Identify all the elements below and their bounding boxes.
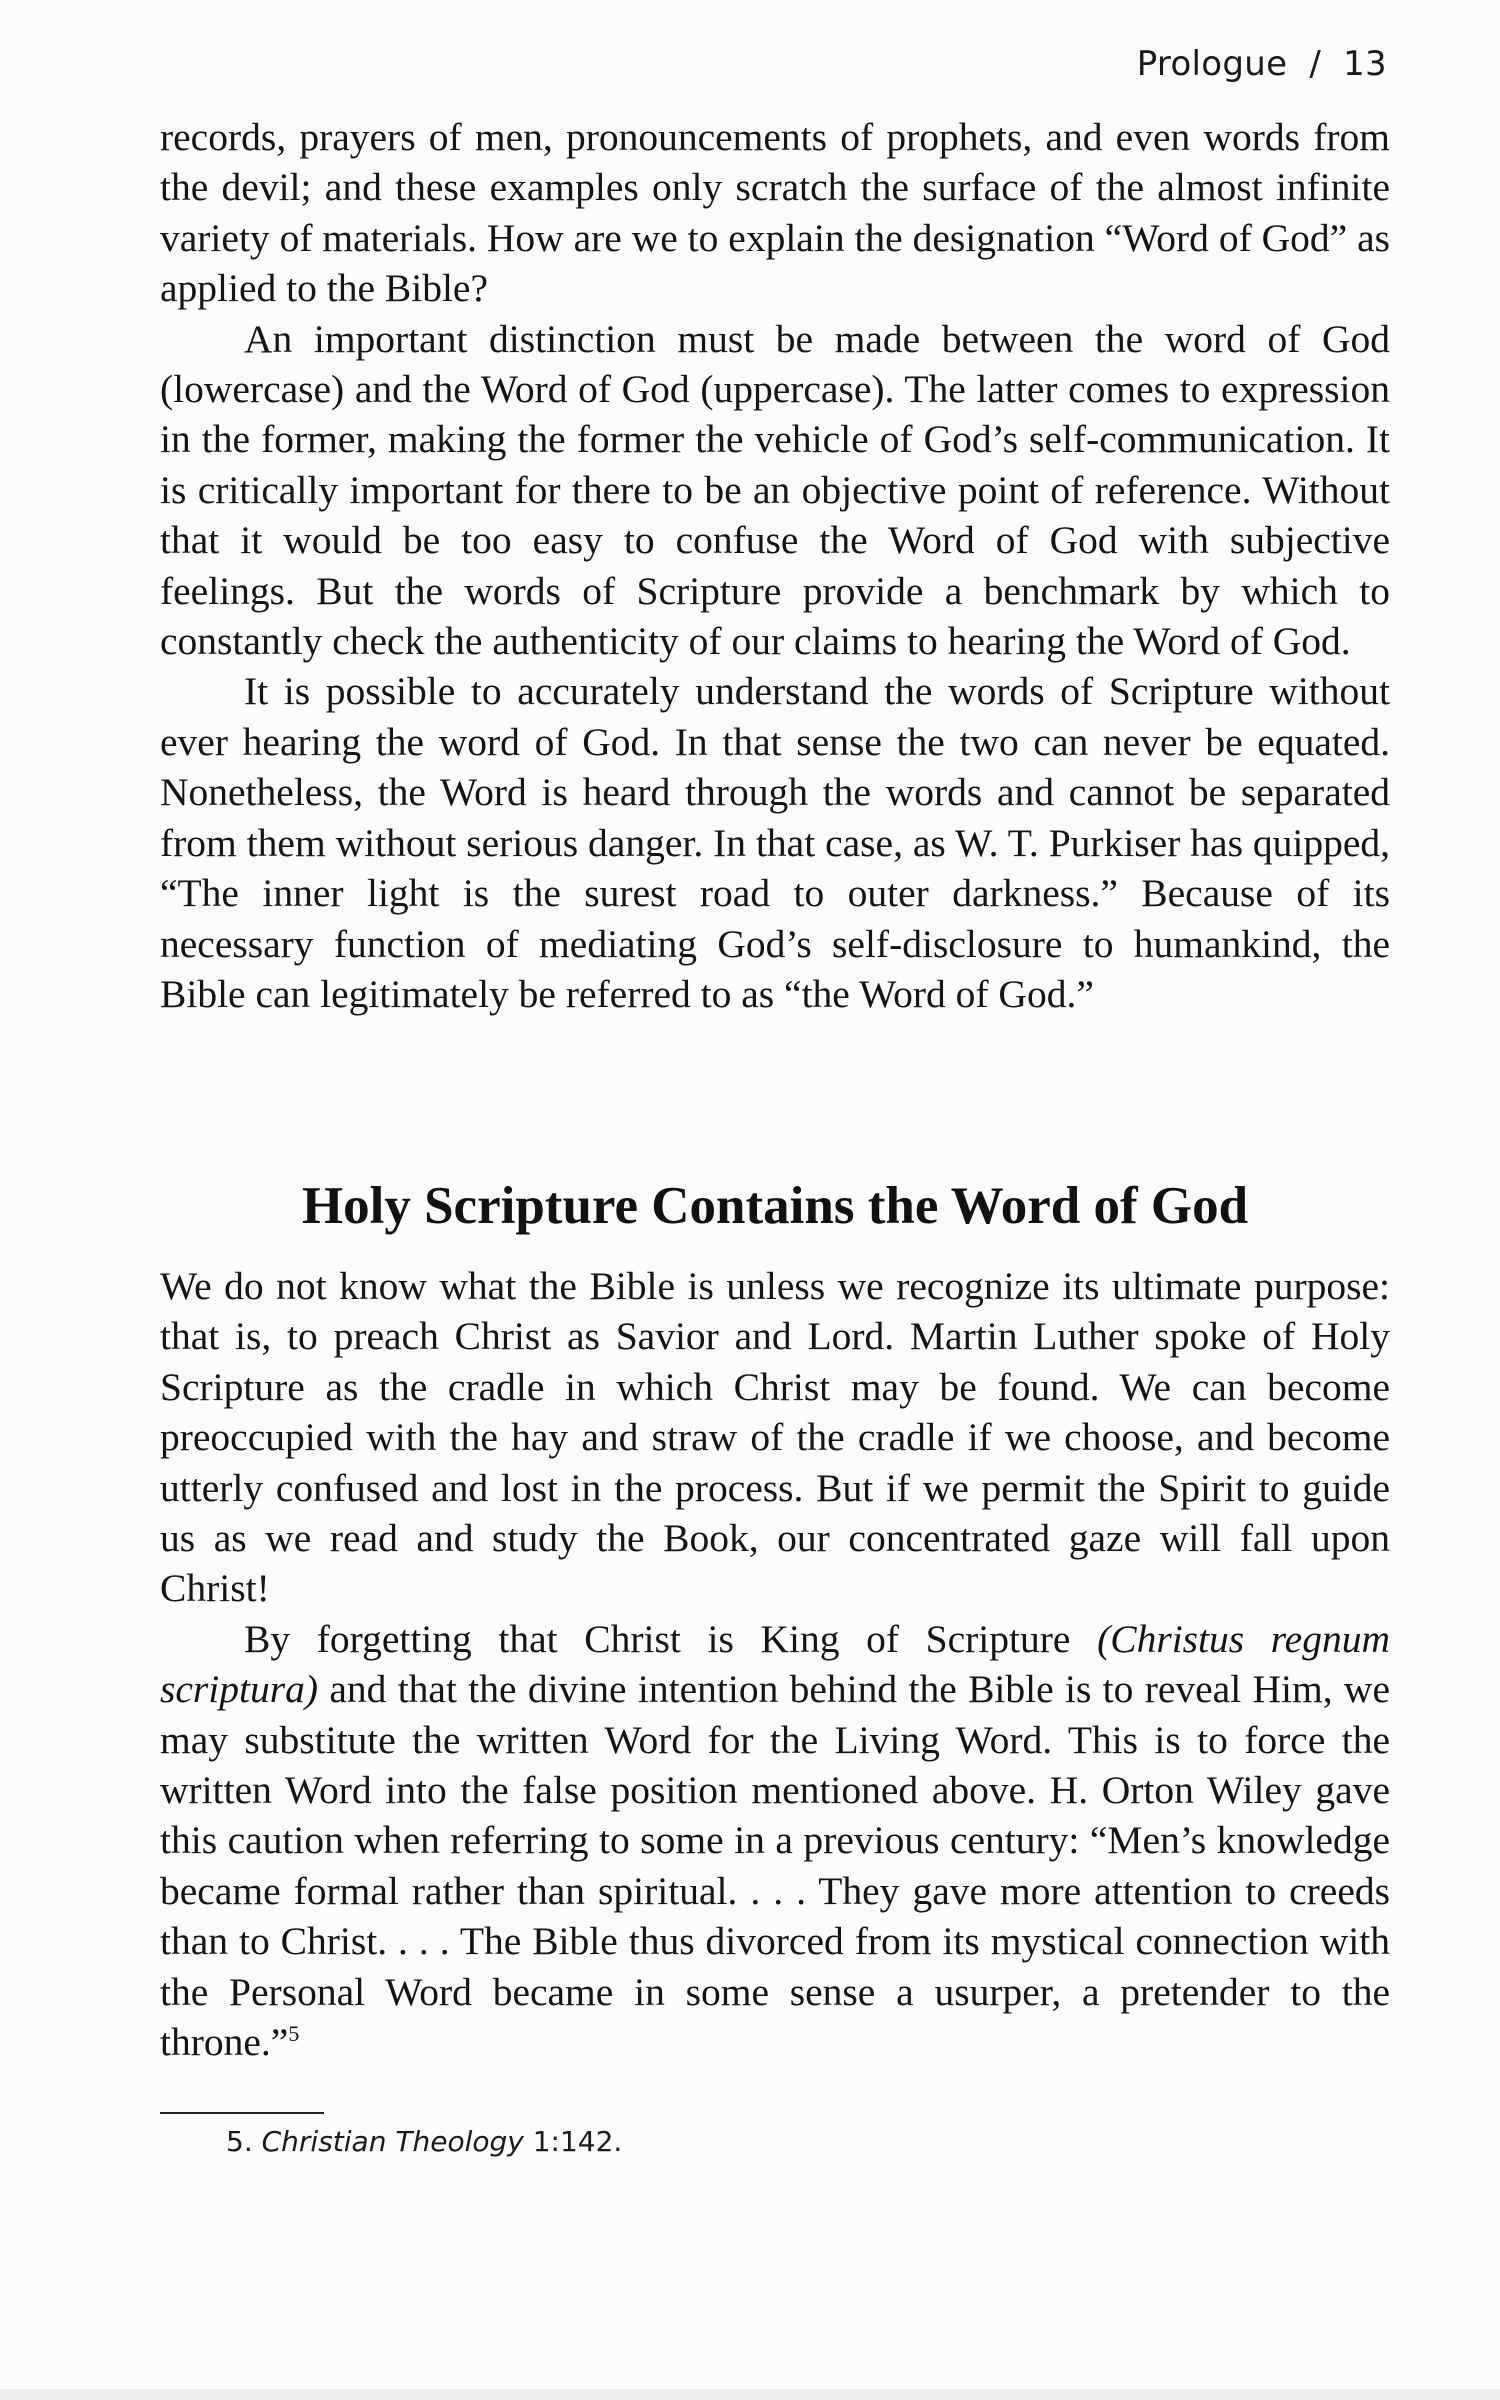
body-text-bottom xyxy=(160,1261,1390,2068)
footnote-divider xyxy=(160,2112,324,2114)
body-text-top xyxy=(160,112,1390,1019)
running-head xyxy=(1137,44,1387,84)
paragraph: An important distinction must be made between the word of God (lowercase) and the Word of God (uppercase). The latter comes to expression in the former, making the former the vehicle of God’s self-communication. It is critically important for there to be an objective point of reference. Without that it would be too easy to confuse the Word of God with subjective feelings. But the words of Scripture provide a benchmark by which to constantly check the authenticity of our claims to hearing the Word of God. xyxy=(160,316,1390,664)
footnote-number: 5. xyxy=(226,2125,253,2158)
page-number: 13 xyxy=(1343,44,1387,84)
paragraph: records, prayers of men, pronouncements of prophets, and even words from the devil; and these examples only scratch the surface of the almost infinite variety of materials. How are we to explain the designation “Word of God” as applied to the Bible? xyxy=(160,115,1390,311)
running-head-section: Prologue xyxy=(1136,44,1288,84)
latin-phrase: (Christus regnum scriptura) xyxy=(160,1616,1390,1712)
footnote-title: Christian Theology xyxy=(261,2125,524,2158)
paragraph-lead: By forgetting that Christ is King of Scripture xyxy=(244,1616,1098,1661)
running-head-separator: / xyxy=(1309,44,1322,84)
footnote-citation: 1:142. xyxy=(532,2125,623,2158)
paragraph xyxy=(160,1614,1390,2068)
footnote xyxy=(226,2120,622,2164)
section-heading: Holy Scripture Contains the Word of God xyxy=(301,1177,1249,1235)
footnote-reference: 5 xyxy=(288,2020,300,2046)
paragraph: We do not know what the Bible is unless we recognize its ultimate purpose: that is, to preach Christ as Savior and Lord. Martin Luther spoke of Holy Scripture as the cradle in which Christ may be found. We can become preoccupied with the hay and straw of the cradle if we choose, and become utterly confused and lost in the process. But if we permit the Spirit to guide us as we read and study the Book, our concentrated gaze will fall upon Christ! xyxy=(160,1264,1390,1611)
paragraph-rest: and that the divine intention behind the Bible is to reveal Him, we may substitute the written Word for the Living Word. This is to force the written Word into the false position mentioned above. H. Orton Wiley gave this caution when referring to some in a previous century: “Men’s knowledge became formal rather than spiritual. . . . They gave more attention to creeds than to Christ. . . . The Bible thus divorced from its mystical connection with the Personal Word became in some sense a usurper, a pretender to the throne.” xyxy=(160,1667,1390,2065)
paragraph: It is possible to accurately understand the words of Scripture without ever hearing the word of God. In that sense the two can never be equated. Nonetheless, the Word is heard through the words and cannot be separated from them without serious danger. In that case, as W. T. Purkiser has quipped, “The inner light is the surest road to outer darkness.” Because of its necessary function of mediating God’s self-disclosure to humankind, the Bible can legitimately be referred to as “the Word of God.” xyxy=(160,669,1390,1016)
page-bottom-edge xyxy=(0,2389,1500,2400)
